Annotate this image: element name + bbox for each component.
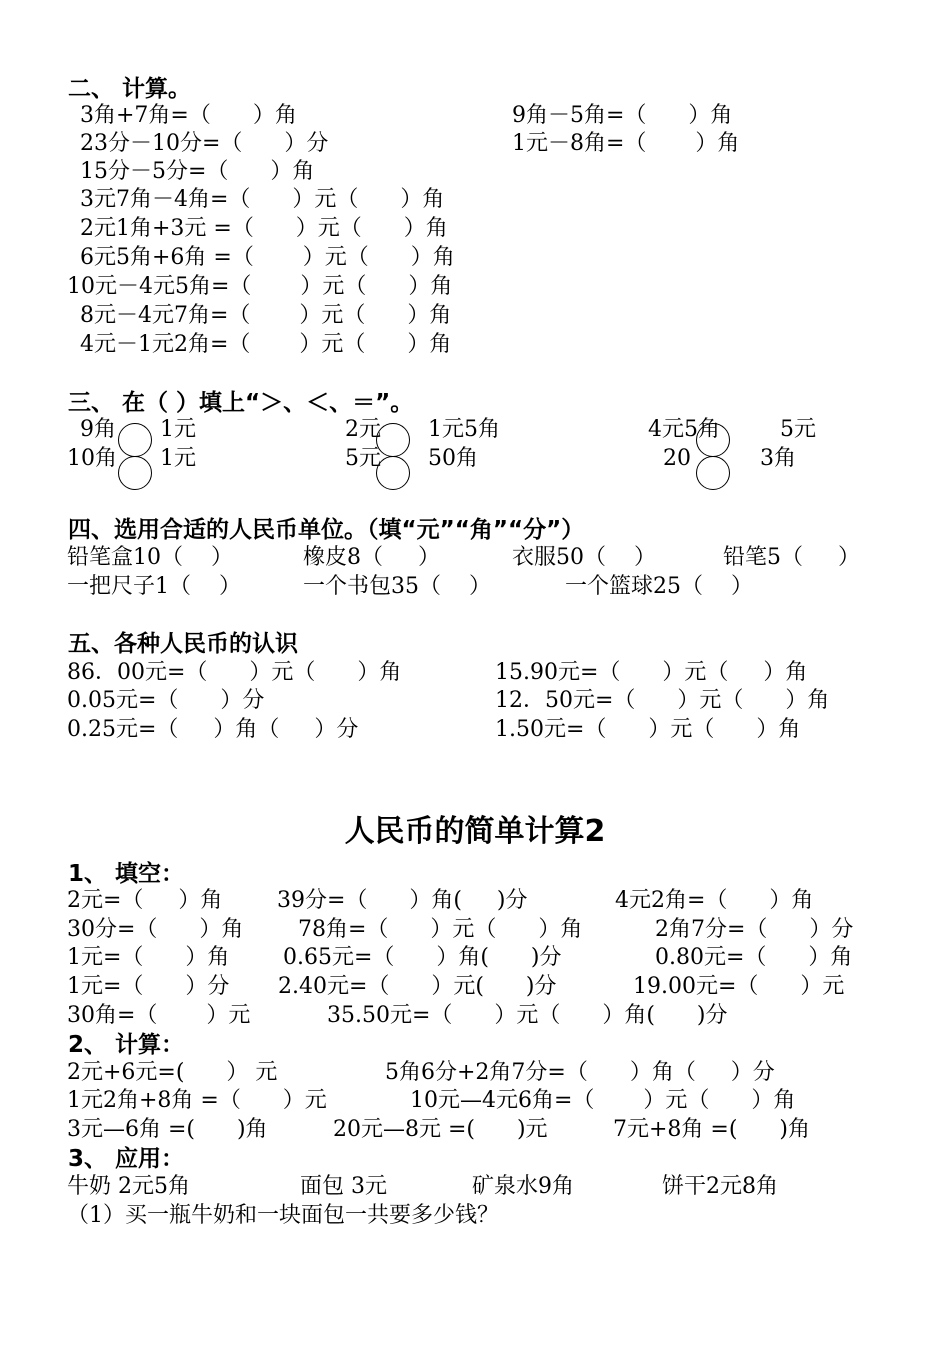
question: （1）买一瓶牛奶和一块面包一共要多少钱？ [67,1203,499,1228]
exercise-row [0,244,455,272]
exercise-row [0,1116,810,1144]
exercise-row [0,1087,796,1115]
unit-item: 铅笔5（ ） [723,545,860,570]
price-row [0,1173,778,1201]
exercise-row [0,186,445,214]
exercise: 7元+8角 =( )角 [613,1117,810,1142]
price-item: 矿泉水9角 [472,1174,574,1199]
exercise: 12．50元=（ ）元（ ）角 [495,688,830,713]
exercise: 3元—6角 =( )角 [67,1117,268,1142]
exercise-row [0,273,453,301]
compare-left: 10角 [67,446,117,471]
compare-row [0,445,796,473]
exercise-row [0,1059,775,1087]
compare-row [0,416,816,444]
price-item: 牛奶 2元5角 [67,1174,190,1199]
compare-left: 20 [663,446,691,471]
section-heading: 2、 计算： [68,1032,185,1058]
exercise: 30分=（ ）角 [67,917,244,942]
compare-right: 1元5角 [428,417,500,442]
section-heading: 二、 计算。 [68,76,192,102]
exercise-row [0,302,452,330]
compare-right: 5元 [780,417,816,442]
exercise: 8元－4元7角=（ ）元（ ）角 [80,303,452,328]
exercise-row [0,130,740,158]
exercise: 30角=（ ）元 [67,1003,251,1028]
price-item: 面包 3元 [300,1174,387,1199]
unit-item: 一个篮球25（ ） [565,574,753,599]
exercise-row [0,659,808,687]
exercise: 0.80元=（ ）角 [655,945,853,970]
exercise: 2元+6元=( ） 元 [67,1060,278,1085]
exercise: 15分－5分=（ ）角 [80,159,315,184]
answer-circle[interactable] [118,456,152,490]
exercise-row [0,716,801,744]
exercise: 10元－4元5角=（ ）元（ ）角 [67,274,453,299]
exercise-row [0,916,854,944]
exercise: 2元=（ ）角 [67,888,223,913]
exercise: 1元=（ ）分 [67,974,230,999]
unit-item: 一个书包35（ ） [303,574,491,599]
unit-item: 衣服50（ ） [512,545,656,570]
exercise: 9角－5角=（ ）角 [512,103,733,128]
unit-item: 橡皮8（ ） [303,545,440,570]
compare-right: 1元 [160,417,196,442]
compare-right: 50角 [428,446,478,471]
exercise: 39分=（ ）角( )分 [277,888,528,913]
unit-item: 一把尺子1（ ） [67,574,241,599]
compare-left: 4元5角 [648,417,720,442]
exercise: 4元－1元2角=（ ）元（ ）角 [80,332,452,357]
section-heading: 三、 在（ ）填上“＞、＜、＝”。 [68,390,414,416]
unit-row [0,544,860,572]
exercise: 0.65元=（ ）角( )分 [283,945,562,970]
exercise: 3元7角－4角=（ ）元（ ）角 [80,187,445,212]
exercise: 2.40元=（ ）元( )分 [278,974,557,999]
exercise: 1元=（ ）角 [67,945,230,970]
exercise: 0.25元=（ ）角（ ）分 [67,717,359,742]
answer-circle[interactable] [696,456,730,490]
exercise: 10元—4元6角=（ ）元（ ）角 [410,1088,796,1113]
exercise: 23分－10分=（ ）分 [80,131,329,156]
compare-left: 9角 [80,417,116,442]
exercise: 15.90元=（ ）元（ ）角 [495,660,808,685]
answer-circle[interactable] [376,423,410,457]
exercise: 1元－8角=（ ）角 [512,131,740,156]
exercise-row [0,973,845,1001]
compare-right: 1元 [160,446,196,471]
exercise: 5角6分+2角7分=（ ）角（ ）分 [385,1060,775,1085]
exercise: 0.05元=（ ）分 [67,688,265,713]
exercise-row [0,687,830,715]
price-item: 饼干2元8角 [662,1174,778,1199]
compare-left: 5元 [345,446,381,471]
exercise: 35.50元=（ ）元（ ）角( )分 [327,1003,728,1028]
exercise-row [0,1002,728,1030]
exercise: 3角+7角=（ ）角 [80,103,297,128]
section-heading: 3、 应用： [68,1146,185,1172]
compare-left: 2元 [345,417,381,442]
section-heading: 五、各种人民币的认识 [68,631,298,657]
answer-circle[interactable] [376,456,410,490]
exercise: 86．00元=（ ）元（ ）角 [67,660,402,685]
exercise: 19.00元=（ ）元 [633,974,845,999]
exercise: 4元2角=（ ）角 [615,888,814,913]
unit-item: 铅笔盒10（ ） [67,545,233,570]
section-heading: 四、选用合适的人民币单位。（填“元”“角”“分”） [68,517,585,543]
unit-row [0,573,753,601]
exercise-row [0,331,452,359]
exercise: 1.50元=（ ）元（ ）角 [495,717,801,742]
exercise: 2角7分=（ ）分 [655,917,854,942]
exercise-row [0,102,733,130]
exercise: 6元5角+6角 =（ ）元（ ）角 [80,245,455,270]
exercise: 20元—8元 =( )元 [333,1117,548,1142]
exercise: 1元2角+8角 =（ ）元 [67,1088,327,1113]
page-title: 人民币的简单计算2 [344,814,606,849]
compare-right: 3角 [760,446,796,471]
section-heading: 1、 填空： [68,861,185,887]
answer-circle[interactable] [696,423,730,457]
answer-circle[interactable] [118,423,152,457]
exercise-row [0,215,448,243]
exercise-row [0,158,315,186]
exercise-row [0,887,814,915]
exercise-row [0,944,853,972]
exercise: 2元1角+3元 =（ ）元（ ）角 [80,216,448,241]
exercise: 78角=（ ）元（ ）角 [298,917,583,942]
